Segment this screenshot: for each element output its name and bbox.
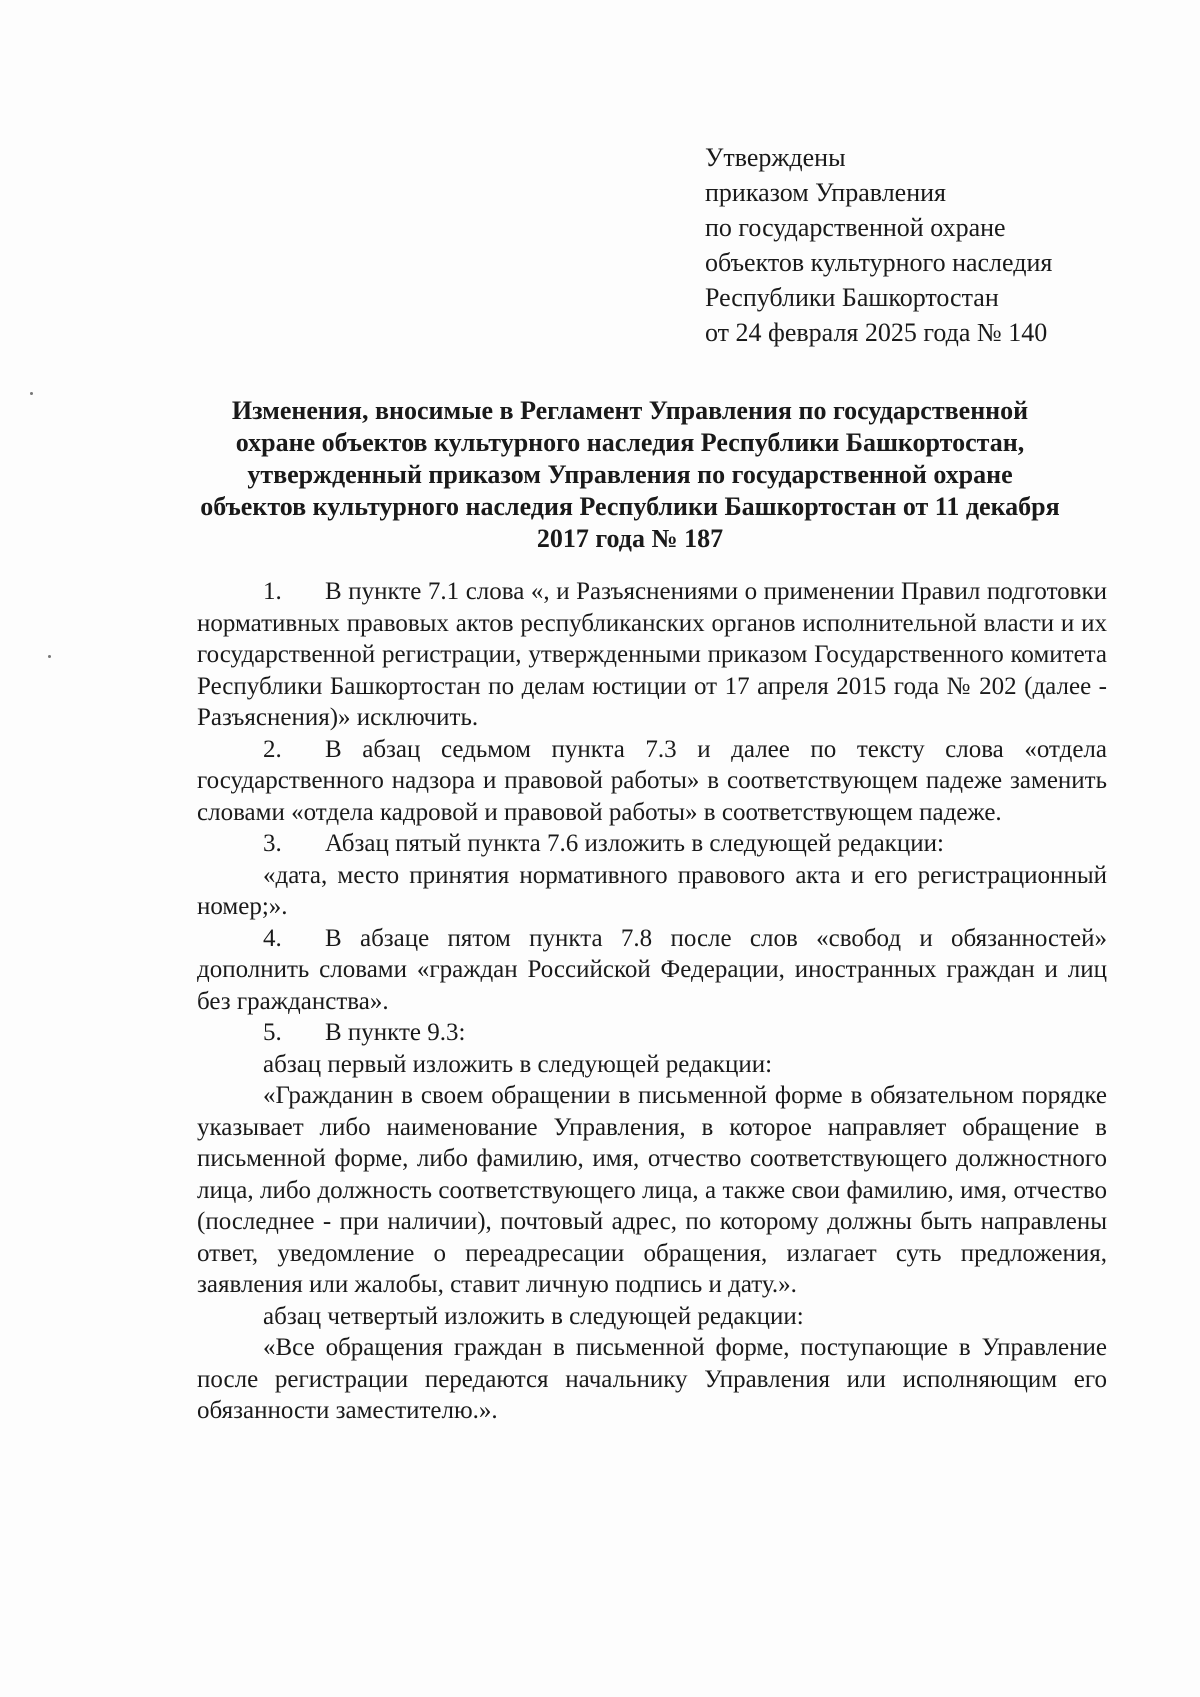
amendment-subparagraph [197, 860, 1107, 923]
amendment-item-3 [197, 828, 1107, 860]
title-line: утвержденный приказом Управления по государственной охране [247, 460, 1013, 489]
approval-line: по государственной охране [705, 213, 1006, 242]
item-text: «дата, место принятия нормативного правового акта и его регистрационный номер;». [197, 861, 1107, 920]
item-text: «Все обращения граждан в письменной форме, поступающие в Управление после регистрации передаются начальнику Управления или исполняющим его обязанности заместителю.». [197, 1334, 1107, 1424]
approval-line: Республики Башкортостан [705, 283, 999, 312]
title-line: охране объектов культурного наследия Республики Башкортостан, [235, 428, 1025, 457]
amendment-item-5 [197, 1017, 1107, 1049]
amendment-subparagraph [197, 1080, 1107, 1301]
title-line: Изменения, вносимые в Регламент Управления по государственной [231, 396, 1029, 425]
amendment-subparagraph [197, 1049, 1107, 1081]
item-text: В абзац седьмом пункта 7.3 и далее по тексту слова «отдела государственного надзора и правовой работы» в соответствующем падеже заменить словами «отдела кадровой и правовой работы» в соответствующем падеже. [197, 735, 1107, 826]
item-number: 1. [263, 578, 282, 605]
amendment-item-1 [197, 576, 1107, 734]
item-number: 5. [263, 1019, 282, 1046]
title-line: объектов культурного наследия Республики Башкортостан от 11 декабря [200, 492, 1060, 521]
approval-line: объектов культурного наследия [705, 248, 1053, 277]
approval-block [705, 140, 1052, 350]
approval-line: приказом Управления [705, 178, 946, 207]
item-text: В пункте 9.3: [325, 1019, 466, 1046]
item-text: абзац четвертый изложить в следующей редакции: [263, 1302, 804, 1330]
amendment-item-4 [197, 923, 1107, 1018]
item-number: 2. [263, 735, 282, 763]
document-body [197, 576, 1107, 1427]
item-text: «Гражданин в своем обращении в письменной форме в обязательном порядке указывает либо наименование Управления, в которое направляет обращение в письменной форме, либо фамилию, имя, отчество соответствующего должностного лица, либо должность соответствующего лица, а также свои фамилию, имя, отчество (последнее - при наличии), почтовый адрес, по которому должны быть направлены ответ, уведомление о переадресации обращения, излагает суть предложения, заявления или жалобы, ставит личную подпись и дату.». [197, 1082, 1107, 1298]
item-text: В пункте 7.1 слова «, и Разъяснениями о применении Правил подготовки нормативных правовых актов республиканских органов исполнительной власти и их государственной регистрации, утвержденными приказом Государственного комитета Республики Башкортостан по делам юстиции от 17 апреля 2015 года № 202 (далее - Разъяснения)» исключить. [197, 578, 1107, 731]
item-text: Абзац пятый пункта 7.6 изложить в следующей редакции: [325, 830, 944, 857]
amendment-item-2 [197, 734, 1107, 829]
title-line: 2017 года № 187 [536, 524, 724, 553]
approval-line: от 24 февраля 2025 года № 140 [705, 318, 1048, 347]
scan-speck [48, 655, 51, 658]
document-title [180, 395, 1080, 555]
amendment-subparagraph [197, 1332, 1107, 1427]
item-number: 4. [263, 924, 282, 952]
item-text: абзац первый изложить в следующей редакции: [263, 1050, 773, 1078]
item-number: 3. [263, 830, 282, 857]
item-text: В абзаце пятом пункта 7.8 после слов «свобод и обязанностей» дополнить словами «граждан Российской Федерации, иностранных граждан и лиц без гражданства». [197, 924, 1107, 1015]
approval-line: Утверждены [705, 143, 846, 172]
amendment-subparagraph [197, 1301, 1107, 1333]
scan-speck [30, 392, 33, 395]
